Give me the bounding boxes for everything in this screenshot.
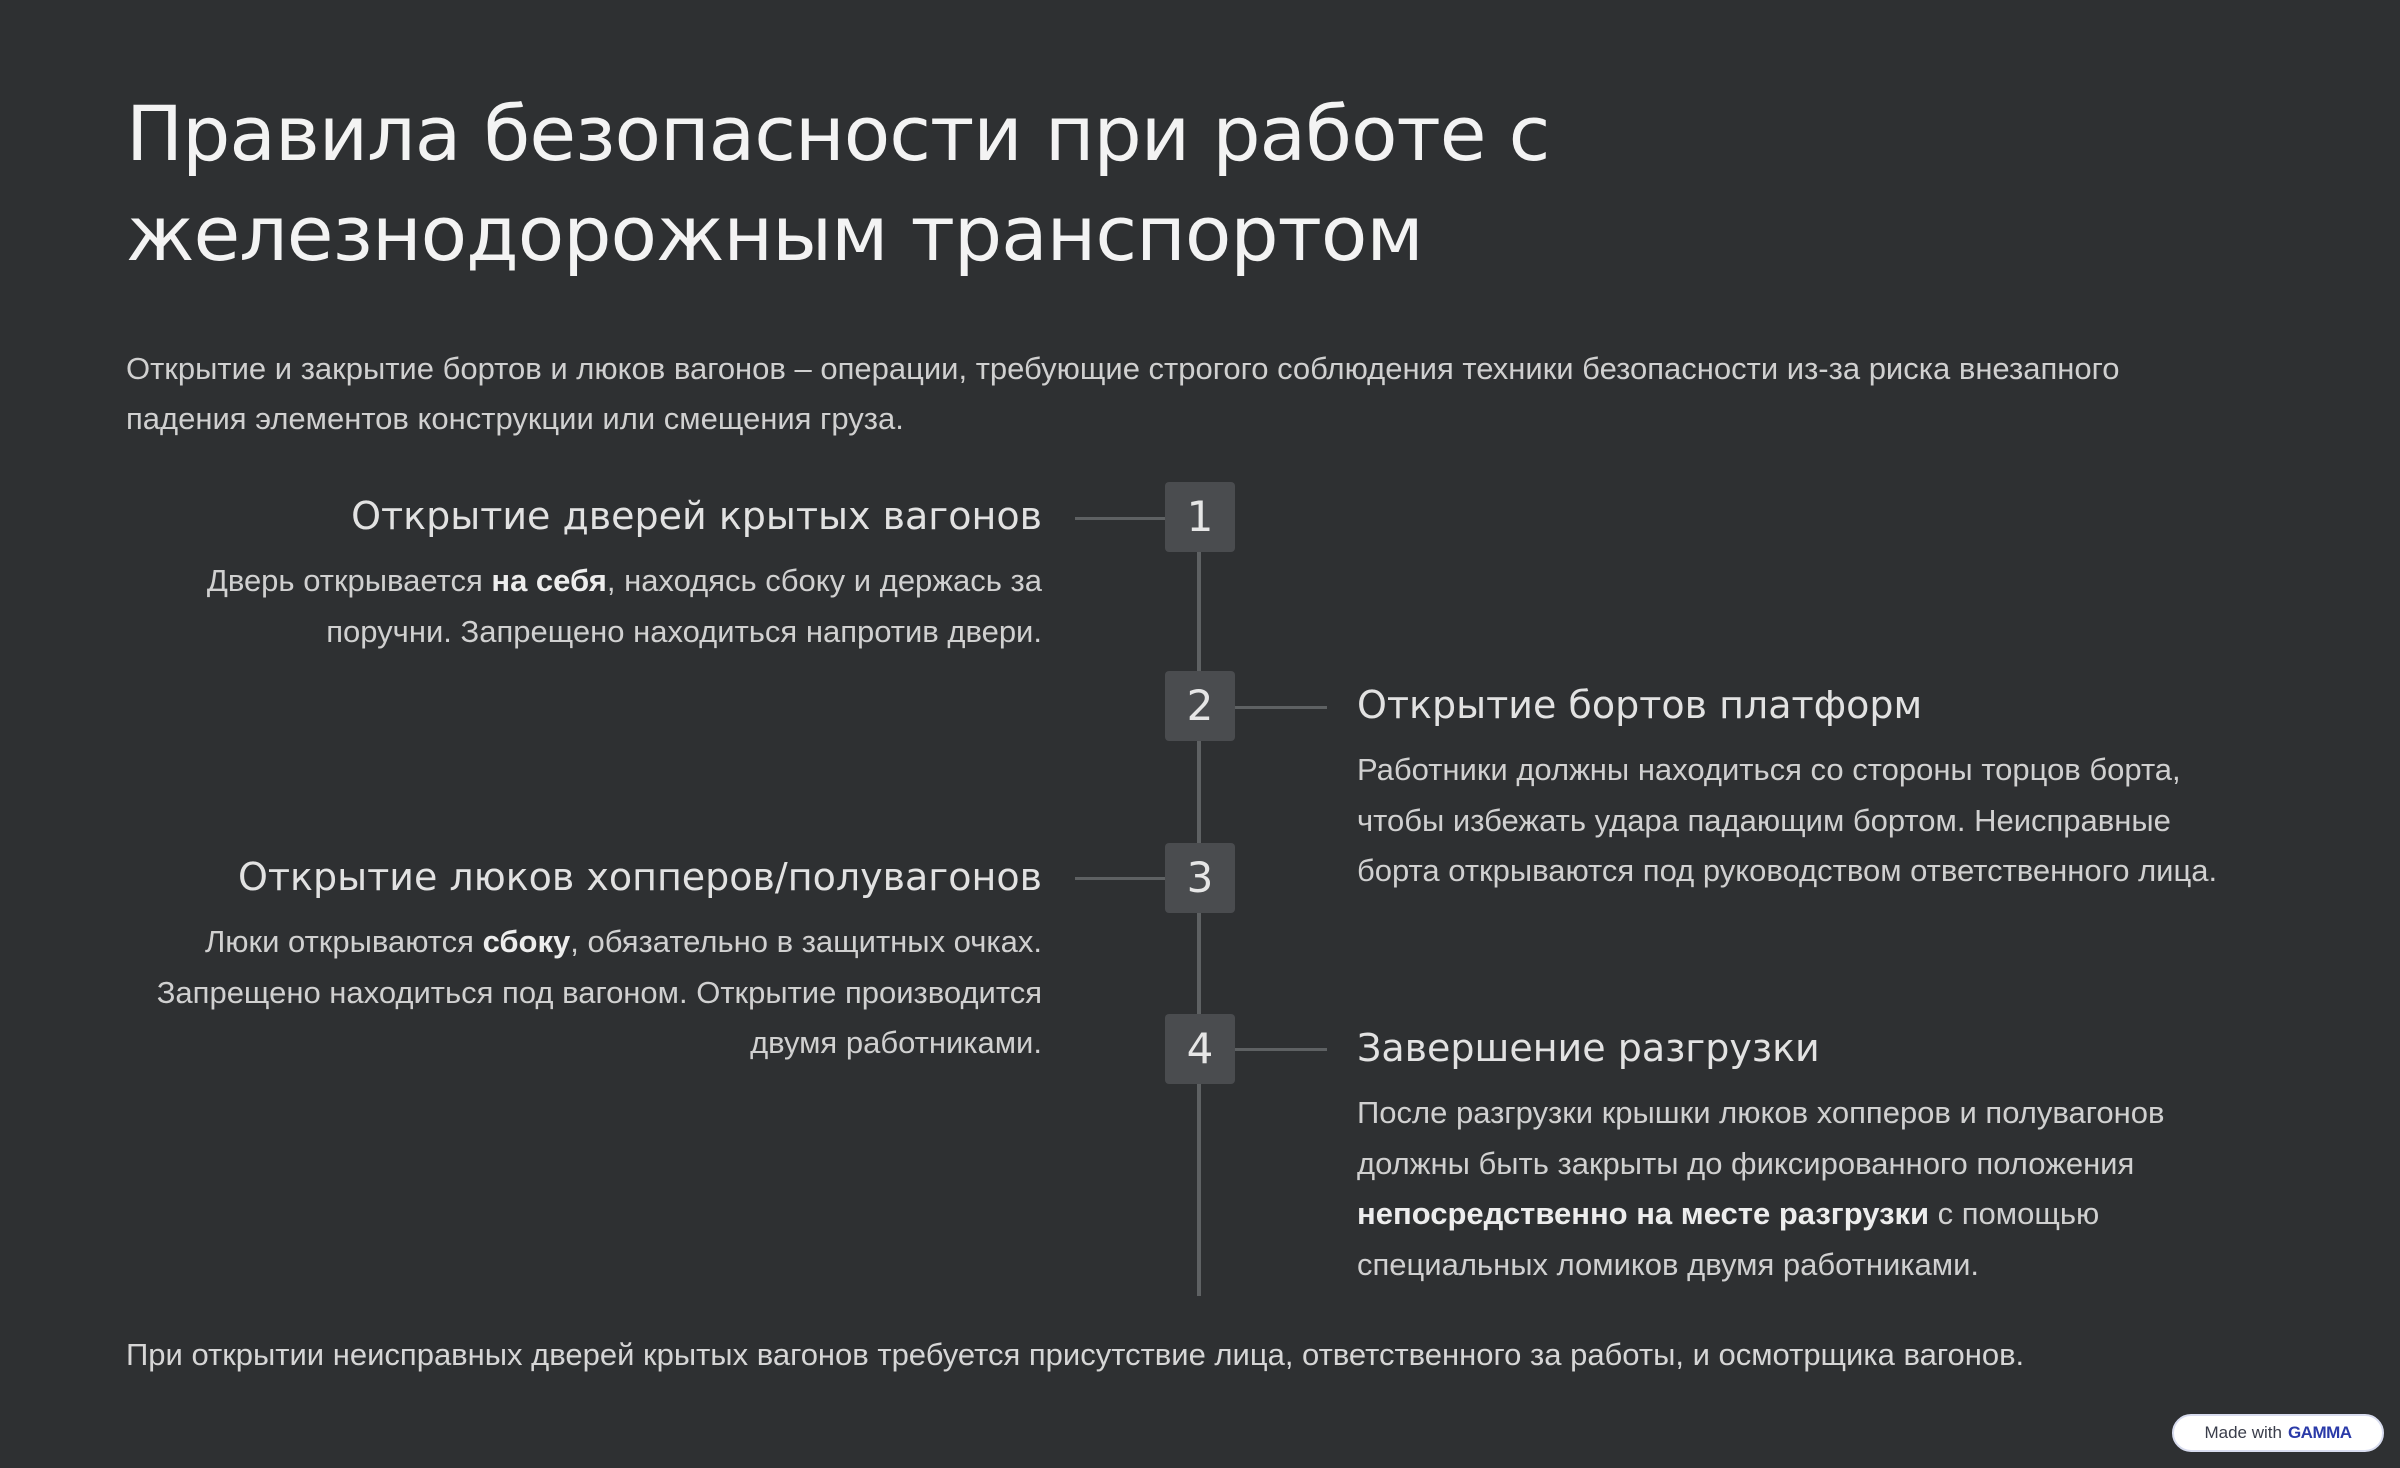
step-1 [142,490,1042,657]
step-3-connector [1075,877,1165,880]
badge-prefix: Made with [2204,1423,2282,1442]
step-1-text-bold: на себя [491,563,607,598]
step-4-text-bold: непосредственно на месте разгрузки [1357,1196,1930,1231]
step-3-number: 3 [1165,843,1235,913]
step-3-text-bold: сбоку [482,924,571,959]
footer-note: При открытии неисправных дверей крытых вагонов требуется присутствие лица, ответственного за работы, и осмотрщика вагонов. [126,1337,2025,1372]
step-3-text-start: Люки открываются [204,924,483,959]
step-3 [142,851,1042,1069]
page-title: Правила безопасности при работе с железнодорожным транспортом [126,89,1550,278]
gamma-logo: GAMMA [2287,1423,2352,1442]
step-1-connector [1075,517,1165,520]
made-with-gamma-badge[interactable] [2172,1414,2384,1452]
step-3-title: Открытие люков хопперов/полувагонов [238,855,1042,899]
step-3-text-end: , обязательно в защитных очках. Запрещено находиться под вагоном. Открытие производится двумя работниками. [156,924,1042,1060]
step-2-text [1357,745,2257,897]
step-4-number: 4 [1165,1014,1235,1084]
step-1-title: Открытие дверей крытых вагонов [351,494,1042,538]
intro-paragraph: Открытие и закрытие бортов и люков вагонов – операции, требующие строгого соблюдения техники безопасности из-за риска внезапного падения элементов конструкции или смещения груза. [126,351,2120,436]
step-1-text-end: , находясь сбоку и держась за поручни. Запрещено находиться напротив двери. [326,563,1042,649]
step-2 [1357,679,2257,897]
step-1-number: 1 [1165,482,1235,552]
step-4-text [1357,1088,2257,1290]
step-1-text [142,556,1042,657]
step-4 [1357,1022,2257,1290]
step-2-number: 2 [1165,671,1235,741]
step-1-text-start: Дверь открывается [206,563,492,598]
step-3-text [142,917,1042,1069]
step-4-text-end: с помощью специальных ломиков двумя работниками. [1357,1196,2100,1282]
step-4-title: Завершение разгрузки [1357,1026,1820,1070]
step-2-title: Открытие бортов платформ [1357,683,1923,727]
step-2-text-start: Работники должны находиться со стороны торцов борта, чтобы избежать удара падающим бортом. Неисправные борта открываются под руководством ответственного лица. [1357,752,2218,888]
step-4-connector [1235,1048,1327,1051]
step-2-connector [1235,706,1327,709]
step-4-text-start: После разгрузки крышки люков хопперов и полувагонов должны быть закрыты до фиксированного положения [1357,1095,2165,1181]
